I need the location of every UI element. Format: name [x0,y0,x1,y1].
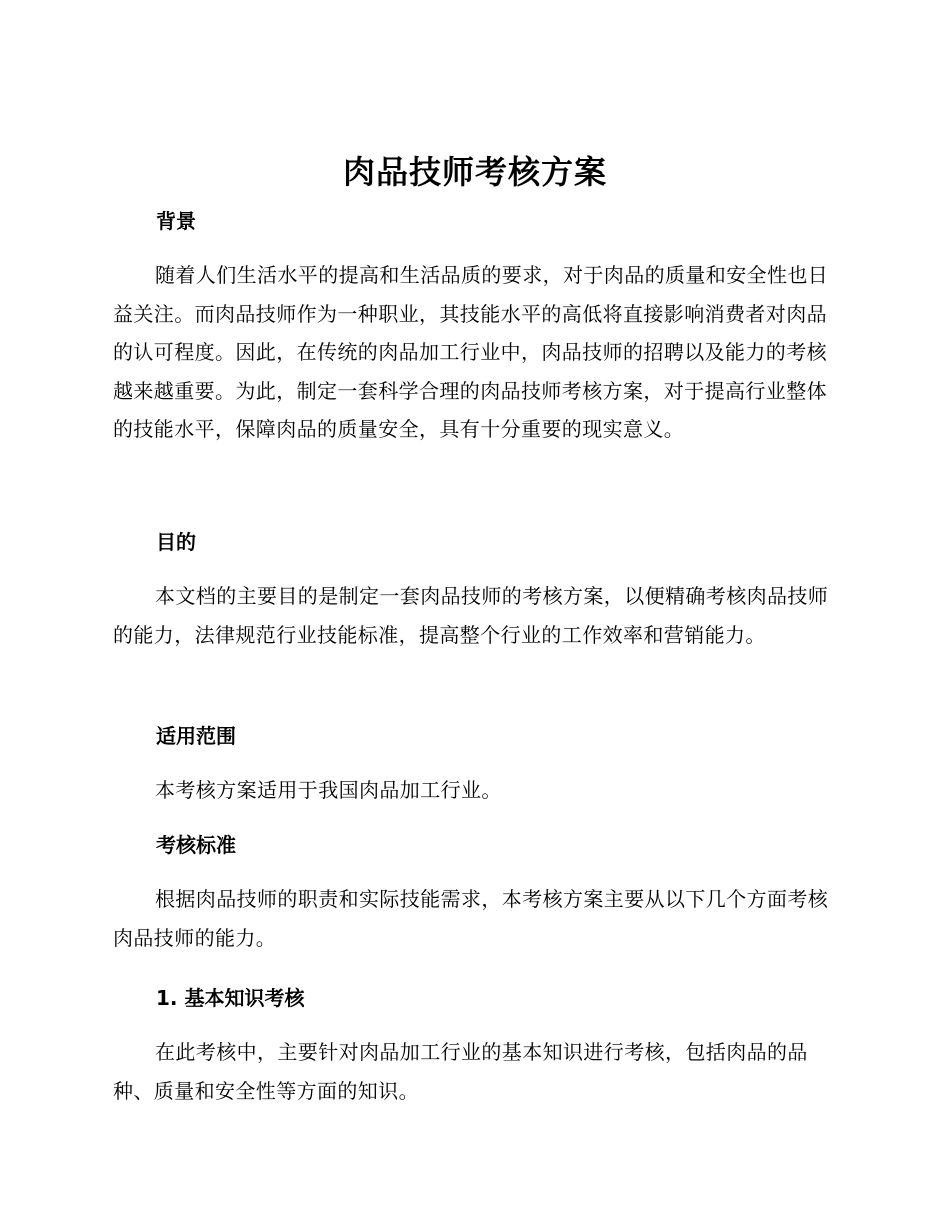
section-heading-criteria: 考核标准 [156,833,236,857]
document-title: 肉品技师考核方案 [342,153,607,191]
section-paragraph-scope: 本考核方案适用于我国肉品加工行业。 [155,778,502,802]
section-paragraph-purpose: 本文档的主要目的是制定一套肉品技师的考核方案，以便精确考核肉品技师的能力，法律规范行业技能标准，提高整个行业的工作效率和营销能力。 [113,584,829,647]
section-paragraph-criteria: 根据肉品技师的职责和实际技能需求，本考核方案主要从以下几个方面考核肉品技师的能力。 [113,887,829,950]
section-paragraph-background: 随着人们生活水平的提高和生活品质的要求，对于肉品的质量和安全性也日益关注。而肉品技师作为一种职业，其技能水平的高低将直接影响消费者对肉品的认可程度。因此，在传统的肉品加工行业中，肉品技师的招聘以及能力的考核越来越重要。为此，制定一套科学合理的肉品技师考核方案，对于提高行业整体的技能水平，保障肉品的质量安全，具有十分重要的现实意义。 [113,263,829,442]
section-heading-purpose: 目的 [156,530,196,554]
section-heading-scope: 适用范围 [156,724,236,748]
section-heading-background: 背景 [156,209,196,233]
section-paragraph-basic-knowledge: 在此考核中，主要针对肉品加工行业的基本知识进行考核，包括肉品的品种、质量和安全性等方面的知识。 [113,1040,808,1103]
section-heading-basic-knowledge: 1. 基本知识考核 [156,986,305,1010]
